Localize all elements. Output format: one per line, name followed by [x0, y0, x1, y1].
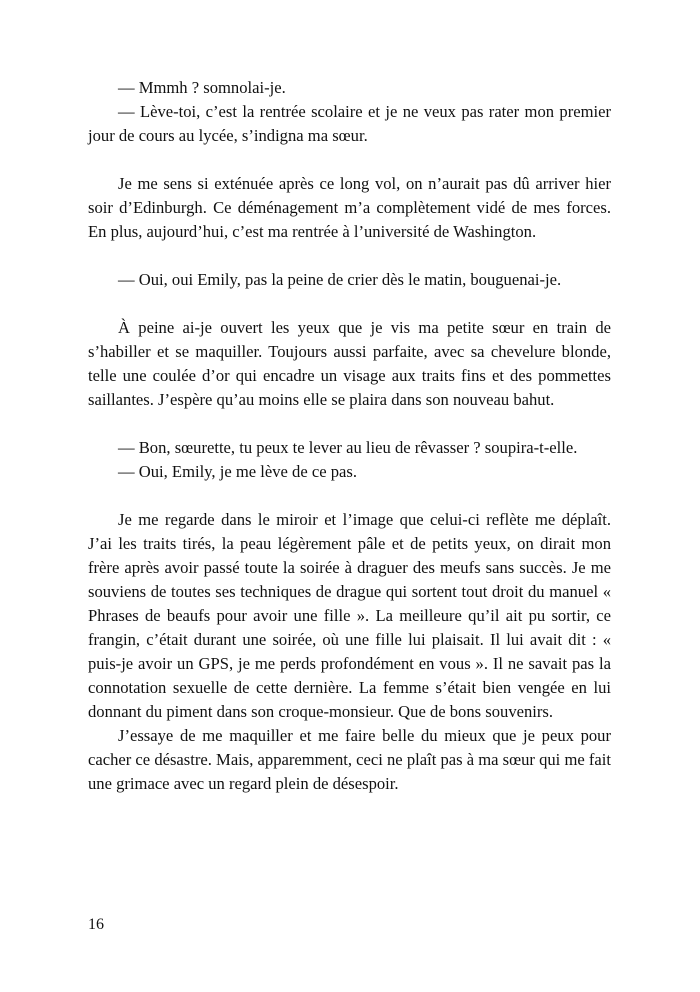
paragraph-narration-1: Je me sens si exténuée après ce long vol, on n’aurait pas dû arriver hier soir d’Edinburgh. Ce déménagement m’a complètement vidé de mes forces. En plus, aujourd’hui, c’est ma rentrée à l’université de Washington.: [88, 174, 611, 241]
paragraph-narration-4: J’essaye de me maquiller et me faire belle du mieux que je peux pour cacher ce désastre. Mais, apparemment, ceci ne plaît pas à ma sœur qui me fait une grimace avec un regard plein de désespoir.: [88, 726, 611, 793]
page-number: 16: [88, 916, 104, 933]
paragraph-gap: [88, 244, 611, 268]
paragraph-dialogue-5: — Oui, Emily, je me lève de ce pas.: [118, 462, 357, 481]
paragraph-gap: [88, 148, 611, 172]
page-text: [88, 76, 611, 796]
paragraph-gap: [88, 292, 611, 316]
paragraph-narration-3: Je me regarde dans le miroir et l’image que celui-ci reflète me déplaît. J’ai les traits tirés, la peau légèrement pâle et de petits yeux, on dirait mon frère après avoir passé toute la soirée à draguer des meufs sans succès. Je me souviens de toutes ses techniques de drague qui sortent tout droit du manuel « Phrases de beaufs pour avoir une fille ». La meilleure qu’il ait pu sortir, ce frangin, c’était durant une soirée, où une fille lui plaisait. Il lui avait dit : « puis-je avoir un GPS, je me perds profondément en vous ». Il ne savait pas la connotation sexuelle de cette dernière. La femme s’était bien vengée en lui donnant du piment dans son croque-monsieur. Que de bons souvenirs.: [88, 510, 611, 721]
paragraph-dialogue-1: — Mmmh ? somnolai-je.: [118, 78, 286, 97]
paragraph-narration-2: À peine ai-je ouvert les yeux que je vis ma petite sœur en train de s’habiller et se maquiller. Toujours aussi parfaite, avec sa chevelure blonde, telle une coulée d’or qui encadre un visage aux traits fins et des pommettes saillantes. J’espère qu’au moins elle se plaira dans son nouveau bahut.: [88, 318, 611, 409]
paragraph-dialogue-2: — Lève-toi, c’est la rentrée scolaire et je ne veux pas rater mon premier jour de cours au lycée, s’indigna ma sœur.: [88, 102, 611, 145]
book-page: [88, 76, 611, 796]
paragraph-gap: [88, 412, 611, 436]
paragraph-dialogue-3: — Oui, oui Emily, pas la peine de crier dès le matin, bouguenai-je.: [118, 270, 562, 289]
paragraph-dialogue-4: — Bon, sœurette, tu peux te lever au lieu de rêvasser ? soupira-t-elle.: [118, 438, 578, 457]
paragraph-gap: [88, 484, 611, 508]
